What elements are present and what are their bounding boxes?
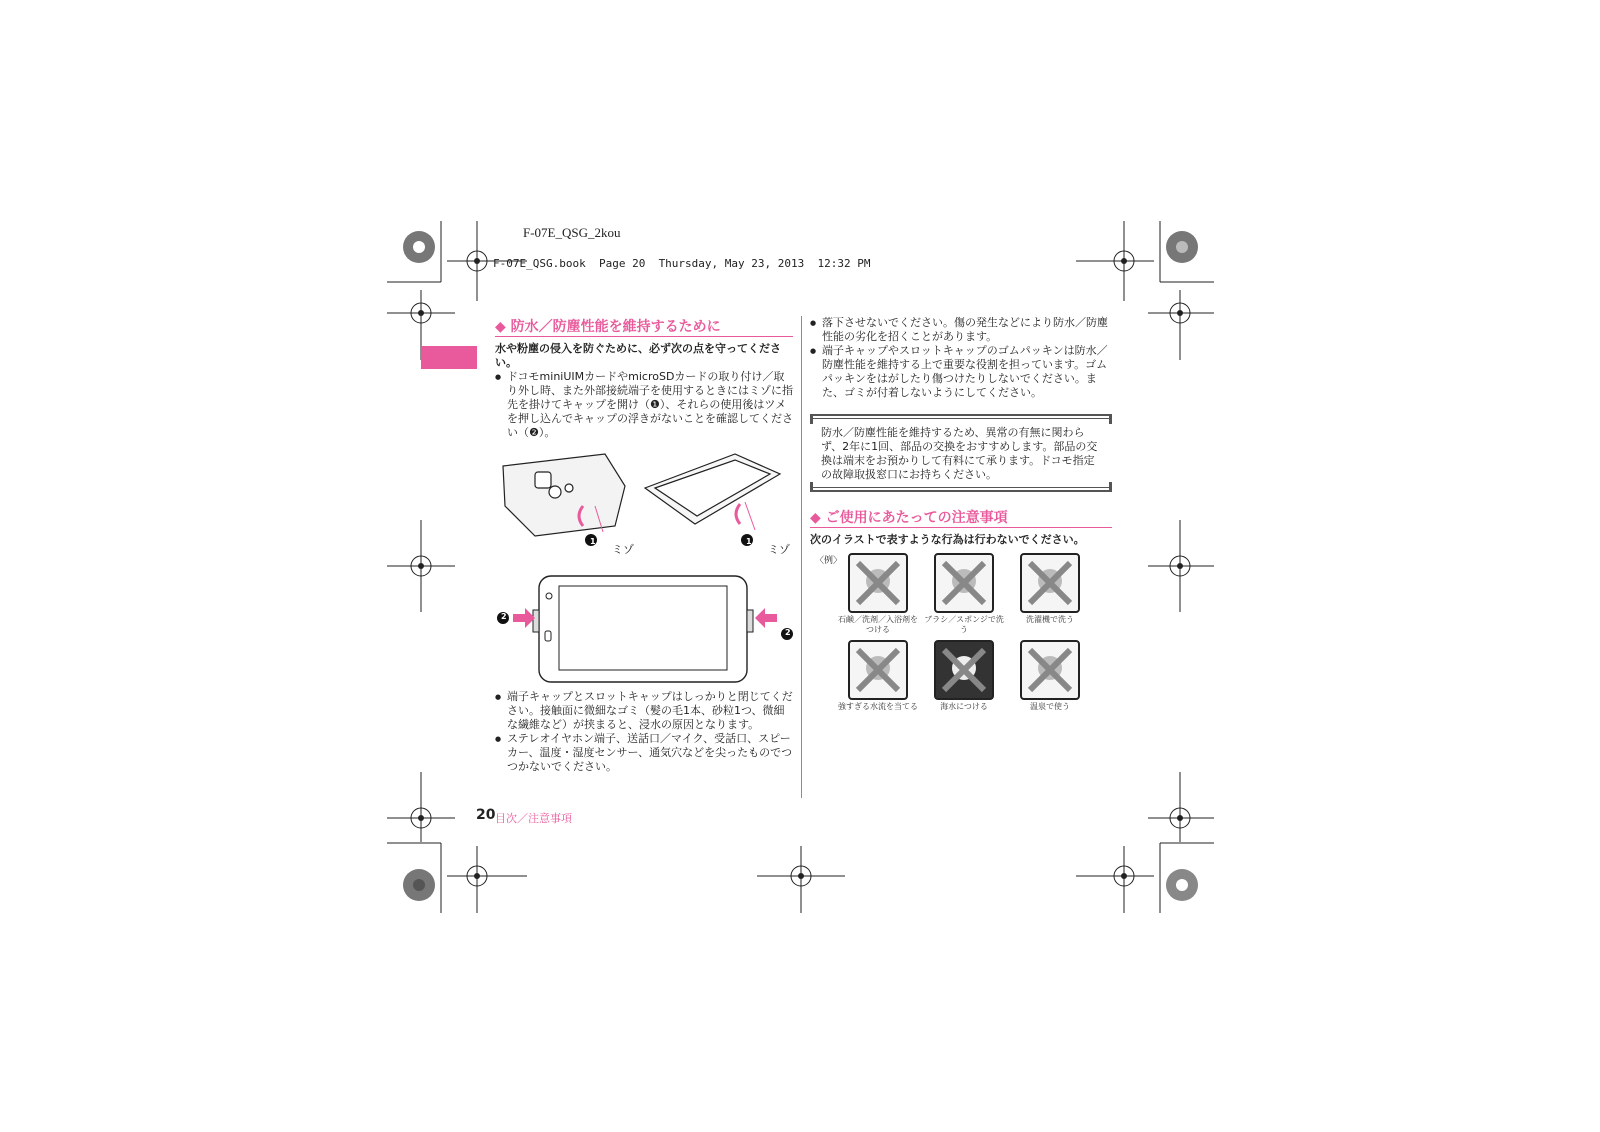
page-number: 20 bbox=[476, 807, 496, 823]
washing-machine-icon bbox=[1020, 553, 1080, 613]
figure-number-1a: 1 bbox=[590, 537, 596, 546]
bullet-item: ● ステレオイヤホン端子、送話口／マイク、受話口、スピーカー、温度・湿度センサー、通気穴などを尖ったものでつつかないでください。 bbox=[495, 732, 795, 774]
note-box bbox=[810, 414, 1112, 492]
seawater-icon bbox=[934, 640, 994, 700]
example-label: 〈例〉 bbox=[815, 556, 843, 566]
brush-sponge-icon bbox=[934, 553, 994, 613]
bullet-item: ● 端子キャップとスロットキャップはしっかりと閉じてください。接触面に微細なゴミ（髪の毛1本、砂粒1つ、微細な繊維など）が挟まると、浸水の原因となります。 bbox=[495, 690, 795, 732]
label-mizo-1: ミゾ bbox=[612, 543, 634, 556]
section-title-waterproof: ◆ 防水／防塵性能を維持するために bbox=[495, 319, 721, 335]
section-rule bbox=[810, 527, 1112, 528]
section-title-precautions: ◆ ご使用にあたっての注意事項 bbox=[810, 510, 1008, 526]
faucet-icon bbox=[848, 640, 908, 700]
icon-caption: 温泉で使う bbox=[1030, 702, 1070, 711]
footer-section-link[interactable]: 目次／注意事項 bbox=[495, 812, 572, 825]
bullet-list-bottom bbox=[495, 690, 795, 774]
section-rule bbox=[495, 336, 793, 337]
lead-text: 次のイラストで表すような行為は行わないでください。 bbox=[810, 533, 1085, 546]
figure-number-2a: 2 bbox=[501, 612, 507, 621]
note-text: 防水／防塵性能を維持するため、異常の有無に関わらず、2年に1回、部品の交換をおすすめします。部品の交換は端末をお預かりして有料にて承ります。ドコモ指定の故障取扱窓口にお持ちください。 bbox=[821, 426, 1098, 481]
label-mizo-2: ミゾ bbox=[768, 543, 790, 556]
icon-caption: 洗濯機で洗う bbox=[1026, 615, 1074, 624]
file-title: F-07E_QSG_2kou bbox=[523, 225, 621, 240]
bullet-item: ● 落下させないでください。傷の発生などにより防水／防塵性能の劣化を招くことがあります。 bbox=[810, 316, 1110, 344]
figure-number-2b: 2 bbox=[785, 628, 791, 637]
lead-text: 水や粉塵の侵入を防ぐために、必ず次の点を守ってください。 bbox=[495, 342, 781, 369]
icon-caption: ブラシ／スポンジで洗う bbox=[924, 615, 1004, 634]
figure-number-1b: 1 bbox=[746, 537, 752, 546]
book-info: F-07E_QSG.book Page 20 Thursday, May 23, 2013 12:32 PM bbox=[493, 257, 871, 270]
icon-caption: 石鹸／洗剤／入浴剤をつける bbox=[838, 615, 918, 634]
icon-caption: 強すぎる水流を当てる bbox=[838, 702, 918, 711]
column-divider bbox=[801, 316, 802, 798]
icon-caption: 海水につける bbox=[940, 702, 988, 711]
bullet-item: ● ドコモminiUIMカードやmicroSDカードの取り付け／取り外し時、また外部接続端子を使用するときにはミゾに指先を掛けてキャップを開け（❶）、それらの使用後はツメを押し込んでキャップの浮きがないことを確認してください（❷）。 bbox=[495, 370, 795, 440]
bullet-list-top bbox=[495, 370, 795, 440]
hot-spring-icon bbox=[1020, 640, 1080, 700]
bullet-list-right bbox=[810, 316, 1110, 400]
bullet-item: ● 端子キャップやスロットキャップのゴムパッキンは防水／防塵性能を維持する上で重要な役割を担っています。ゴムパッキンをはがしたり傷つけたりしないでください。また、ゴミが付着しないようにしてください。 bbox=[810, 344, 1110, 400]
section-tab bbox=[421, 346, 477, 369]
phone-cap-illustration bbox=[495, 446, 795, 686]
soap-bottles-icon bbox=[848, 553, 908, 613]
